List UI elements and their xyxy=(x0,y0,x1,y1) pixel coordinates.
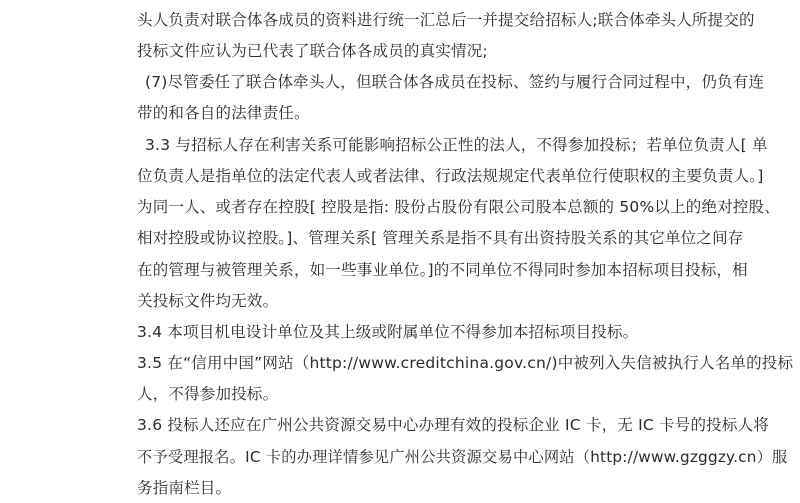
text-line: (7)尽管委任了联合体牵头人，但联合体各成员在投标、签约与履行合同过程中，仍负有连 xyxy=(145,73,765,91)
text-line: 位负责人是指单位的法定代表人或者法律、行政法规规定代表单位行使职权的主要负责人。] xyxy=(137,167,764,185)
text-line: 带的和各自的法律责任。 xyxy=(137,104,310,122)
text-line: 在的管理与被管理关系，如一些事业单位。]的不同单位不得同时参加本招标项目投标，相 xyxy=(137,261,748,279)
text-line: 人，不得参加投标。 xyxy=(137,385,279,403)
text-line: 为同一人、或者存在控股[ 控股是指: 股份占股份有限公司股本总额的 50%以上的绝对控股、 xyxy=(137,198,781,216)
text-line: 务指南栏目。 xyxy=(137,479,232,497)
text-line: 关投标文件均无效。 xyxy=(137,292,279,310)
text-line: 头人负责对联合体各成员的资料进行统一汇总后一并提交给招标人;联合体牵头人所提交的 xyxy=(137,11,755,29)
text-line: 3.3 与招标人存在利害关系可能影响招标公正性的法人，不得参加投标；若单位负责人[ 单 xyxy=(145,136,768,154)
text-line: 投标文件应认为已代表了联合体各成员的真实情况; xyxy=(137,42,488,60)
text-line: 3.6 投标人还应在广州公共资源交易中心办理有效的投标企业 IC 卡，无 IC 卡号的投标人将 xyxy=(137,416,769,434)
text-line: 3.4 本项目机电设计单位及其上级或附属单位不得参加本招标项目投标。 xyxy=(137,323,639,341)
text-line: 相对控股或协议控股。]、管理关系[ 管理关系是指不具有出资持股关系的其它单位之间存 xyxy=(137,229,744,247)
text-line: 不予受理报名。IC 卡的办理详情参见广州公共资源交易中心网站（http://www.gzggzy.cn）服 xyxy=(137,448,788,466)
text-line: 3.5 在“信用中国”网站（http://www.creditchina.gov.cn/)中被列入失信被执行人名单的投标 xyxy=(137,354,794,372)
